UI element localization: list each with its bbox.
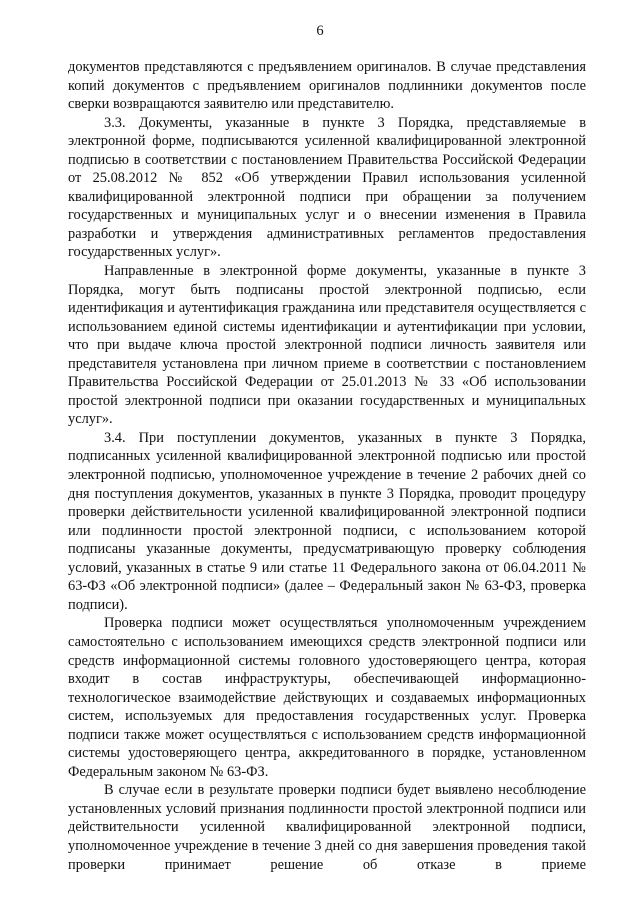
- paragraph-4: 3.4. При поступлении документов, указанных в пункте 3 Порядка, подписанных усиленной квалифицированной электронной подписью или простой электронной подписью, уполномоченное учреждение в течение 2 рабочих дней со дня поступления документов, указанных в пункте 3 Порядка, проводит процедуру проверки действительности усиленной квалифицированной электронной подписи или подлинности простой электронной подписи, с использованием которой подписаны указанные документы, предусматривающую проверку соблюдения условий, указанных в статье 9 или статье 11 Федерального закона от 06.04.2011 № 63-ФЗ «Об электронной подписи» (далее – Федеральный закон № 63-ФЗ, проверка подписи).: [68, 429, 586, 613]
- paragraph-5: Проверка подписи может осуществляться уполномоченным учреждением самостоятельно с использованием имеющихся средств электронной подписи или средств информационной системы головного удостоверяющего центра, которая входит в состав инфраструктуры, обеспечивающей информационно-технологическое взаимодействие действующих и создаваемых информационных систем, используемых для предоставления государственных услуг. Проверка подписи также может осуществляться с использованием средств информационной системы удостоверяющего центра, аккредитованного в порядке, установленном Федеральным законом № 63-ФЗ.: [68, 615, 586, 780]
- paragraph-3: Направленные в электронной форме документы, указанные в пункте 3 Порядка, могут быть подписаны простой электронной подписью, если идентификация и аутентификация гражданина или представителя осуществляется с использованием единой системы идентификации и аутентификации при условии, что при выдаче ключа простой электронной подписи личность заявителя или представителя установлена при личном приеме в соответствии с постановлением Правительства Российской Федерации от 25.01.2013 № 33 «Об использовании простой электронной подписи при оказании государственных и муниципальных услуг».: [68, 263, 586, 428]
- paragraph-1: документов представляются с предъявлением оригиналов. В случае представления копий документов с предъявлением оригиналов подлинники документов после сверки возвращаются заявителю или представителю.: [68, 59, 586, 113]
- paragraph-6: В случае если в результате проверки подписи будет выявлено несоблюдение установленных условий признания подлинности простой электронной подписи или действительности усиленной квалифицированной электронной подписи, уполномоченное учреждение в течение 3 дней со дня завершения проведения такой проверки принимает решение об отказе в приеме: [68, 782, 586, 873]
- paragraph-2: 3.3. Документы, указанные в пункте 3 Порядка, представляемые в электронной форме, подписываются усиленной квалифицированной электронной подписью в соответствии с постановлением Правительства Российской Федерации от 25.08.2012 № 852 «Об утверждении Правил использования усиленной квалифицированной электронной подписи при обращении за получением государственных и муниципальных услуг и о внесении изменения в Правила разработки и утверждения административных регламентов предоставления государственных услуг».: [68, 114, 586, 261]
- page-number: 6: [316, 23, 324, 39]
- page-body: [68, 58, 586, 874]
